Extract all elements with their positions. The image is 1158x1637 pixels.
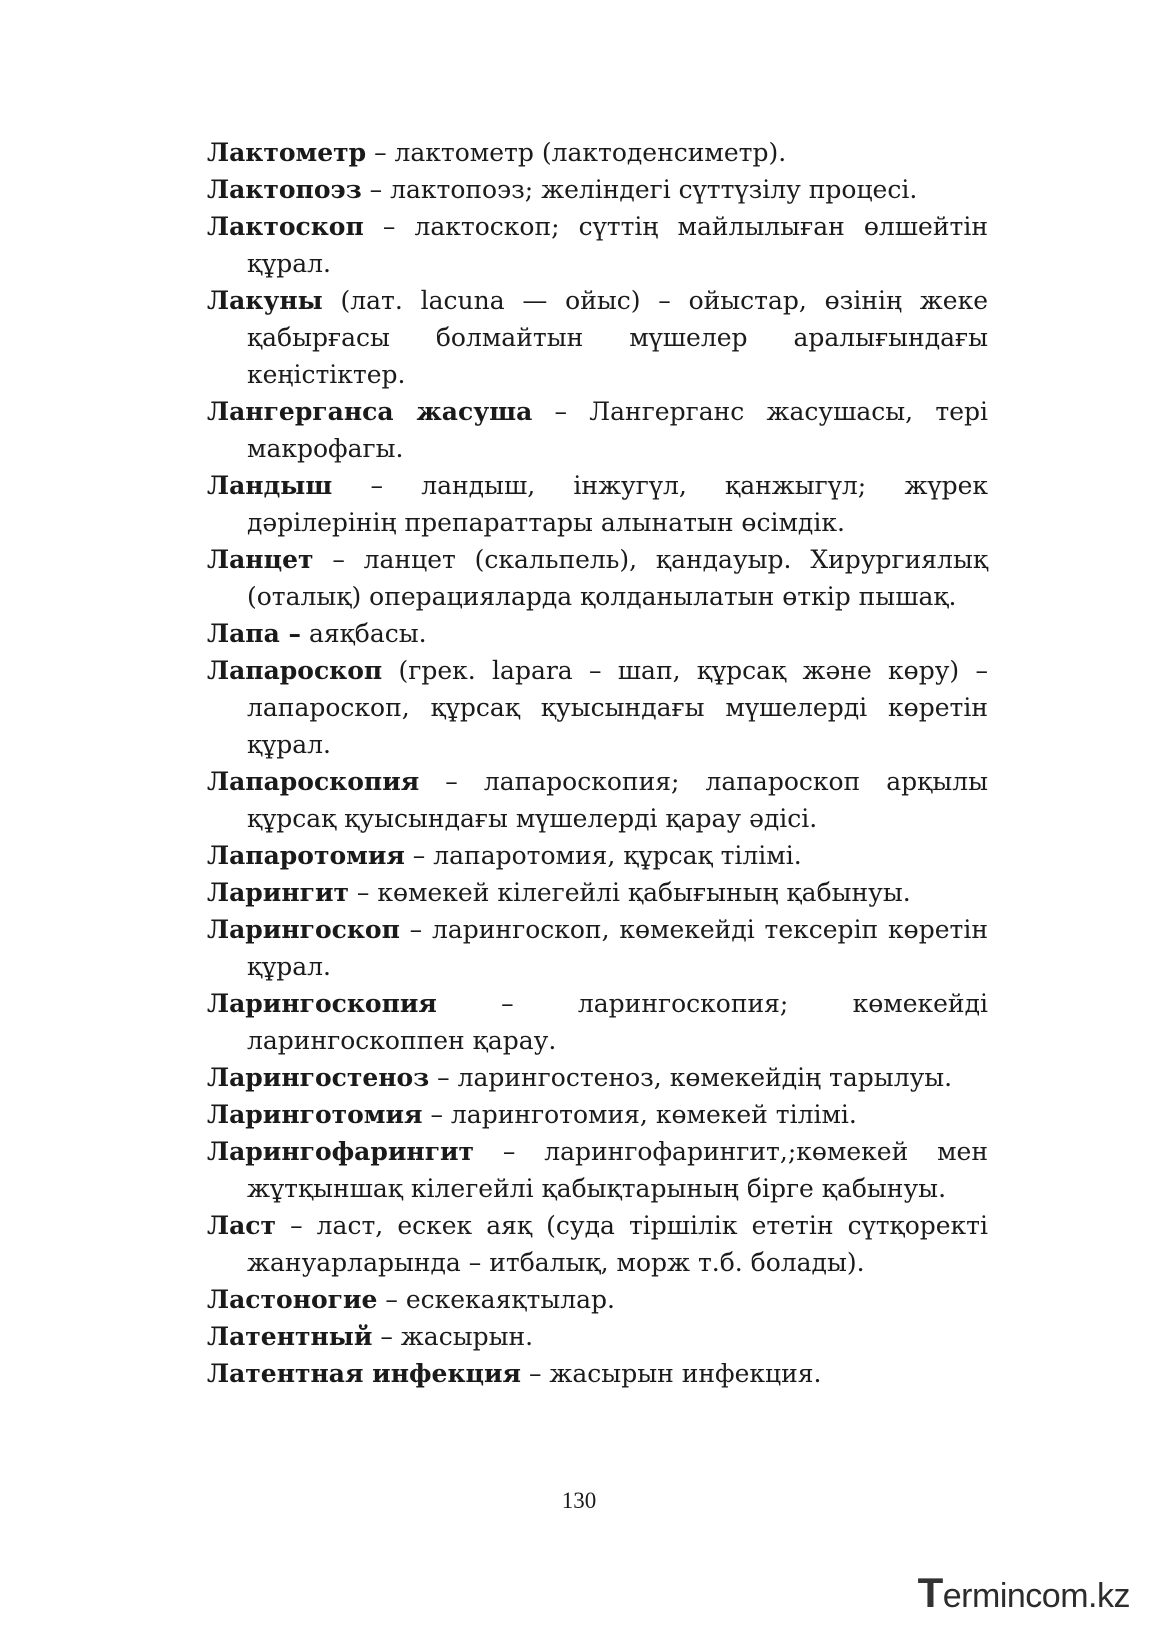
entry-term: Лактопоэз bbox=[207, 175, 362, 204]
entry-definition: – жасырын. bbox=[372, 1322, 534, 1351]
site-watermark bbox=[918, 1569, 1130, 1617]
dictionary-entry bbox=[207, 837, 988, 874]
entry-term: Ларингит bbox=[207, 878, 349, 907]
entry-term: Лактометр bbox=[207, 138, 367, 167]
dictionary-entry bbox=[207, 652, 988, 763]
entry-definition: – ескекаяқтылар. bbox=[377, 1285, 615, 1314]
entry-definition: аяқбасы. bbox=[301, 619, 427, 648]
watermark-o: o bbox=[1041, 1577, 1061, 1615]
dictionary-entries bbox=[207, 134, 988, 1392]
entry-definition: – лапаротомия, құрсақ тілімі. bbox=[404, 841, 802, 870]
dictionary-entry bbox=[207, 208, 988, 282]
dictionary-entry bbox=[207, 1281, 988, 1318]
entry-term: Лакуны bbox=[207, 286, 323, 315]
entry-definition: – жасырын инфекция. bbox=[521, 1359, 822, 1388]
entry-definition: – лактометр (лактоденсиметр). bbox=[366, 138, 787, 167]
entry-term: Ларингофарингит bbox=[207, 1137, 475, 1166]
entry-definition: (грек. lapara – шап, құрсақ және көру) – лапароскоп, құрсақ қуысындағы мүшелерді көретін құрал. bbox=[247, 656, 988, 759]
dictionary-entry bbox=[207, 911, 988, 985]
dictionary-entry bbox=[207, 615, 988, 652]
entry-term: Ласт bbox=[207, 1211, 277, 1240]
entry-term: Лактоскоп bbox=[207, 212, 364, 241]
entry-definition: (лат. lacuna — ойыс) – ойыстар, өзінің жеке қабырғасы болмайтын мүшелер аралығындағы кеңістіктер. bbox=[247, 286, 988, 389]
entry-term: Ларингостеноз bbox=[207, 1063, 430, 1092]
entry-term: Лапароскоп bbox=[207, 656, 383, 685]
dictionary-entry bbox=[207, 1096, 988, 1133]
watermark-text: erminc bbox=[942, 1577, 1042, 1615]
dictionary-entry bbox=[207, 467, 988, 541]
entry-term: Ларингоскопия bbox=[207, 989, 437, 1018]
dictionary-entry bbox=[207, 985, 988, 1059]
watermark-first-letter: T bbox=[917, 1569, 943, 1616]
watermark-suffix: m.kz bbox=[1060, 1577, 1130, 1615]
entry-definition: – ларинготомия, көмекей тілімі. bbox=[422, 1100, 857, 1129]
entry-definition: – лактоскоп; сүттің майлылыған өлшейтін құрал. bbox=[247, 212, 988, 278]
entry-definition: – Лангерганс жасушасы, тері макрофагы. bbox=[247, 397, 988, 463]
entry-term: Ларингоскоп bbox=[207, 915, 400, 944]
entry-term: Ластоногие bbox=[207, 1285, 378, 1314]
dictionary-entry bbox=[207, 1207, 988, 1281]
dictionary-entry bbox=[207, 1318, 988, 1355]
entry-definition: – ларингофарингит,;көмекей мен жұтқыншақ кілегейлі қабықтарының бірге қабынуы. bbox=[247, 1137, 988, 1203]
entry-term: Ланцет bbox=[207, 545, 314, 574]
entry-definition: – көмекей кілегейлі қабығының қабынуы. bbox=[348, 878, 911, 907]
entry-term: Латентный bbox=[207, 1322, 373, 1351]
entry-definition: – ларингоскоп, көмекейді тексеріп көретін құрал. bbox=[247, 915, 988, 981]
entry-definition: – ларингостеноз, көмекейдің тарылуы. bbox=[429, 1063, 953, 1092]
entry-term: Лапа – bbox=[207, 619, 302, 648]
dictionary-entry bbox=[207, 171, 988, 208]
entry-term: Лапароскопия bbox=[207, 767, 420, 796]
entry-term: Лангерганса жасуша bbox=[207, 397, 533, 426]
dictionary-entry bbox=[207, 1059, 988, 1096]
entry-term: Латентная инфекция bbox=[207, 1359, 521, 1388]
entry-definition: – лапароскопия; лапароскоп арқылы құрсақ қуысындағы мүшелерді қарау әдісі. bbox=[247, 767, 988, 833]
entry-definition: – ланцет (скальпель), қандауыр. Хирургиялық (оталық) операцияларда қолданылатын өткір пышақ. bbox=[247, 545, 988, 611]
dictionary-entry bbox=[207, 1133, 988, 1207]
page-number: 130 bbox=[561, 1488, 597, 1513]
entry-definition: – ларингоскопия; көмекейді ларингоскоппен қарау. bbox=[247, 989, 988, 1055]
dictionary-entry bbox=[207, 393, 988, 467]
dictionary-entry bbox=[207, 874, 988, 911]
entry-definition: – ландыш, інжугүл, қанжыгүл; жүрек дәрілерінің препараттары алынатын өсімдік. bbox=[247, 471, 988, 537]
dictionary-entry bbox=[207, 541, 988, 615]
entry-term: Лапаротомия bbox=[207, 841, 405, 870]
entry-definition: – лактопоэз; желіндегі сүттүзілу процесі. bbox=[361, 175, 918, 204]
dictionary-entry bbox=[207, 763, 988, 837]
dictionary-entry bbox=[207, 282, 988, 393]
entry-term: Ландыш bbox=[207, 471, 333, 500]
dictionary-entry bbox=[207, 134, 988, 171]
entry-definition: – ласт, ескек аяқ (суда тіршілік ететін сүтқоректі жануарларында – итбалық, морж т.б. болады). bbox=[247, 1211, 988, 1277]
entry-term: Ларинготомия bbox=[207, 1100, 423, 1129]
dictionary-entry bbox=[207, 1355, 988, 1392]
